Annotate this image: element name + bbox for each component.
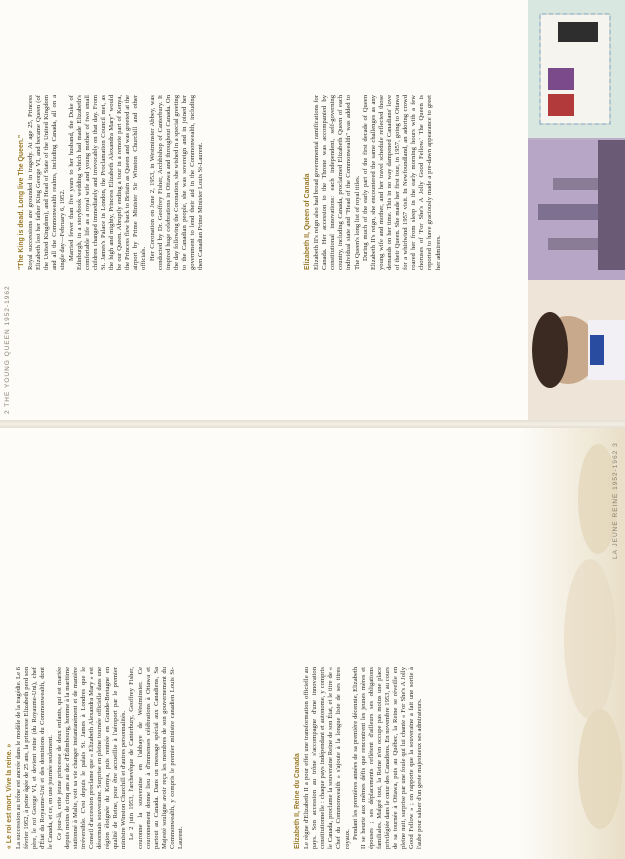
- book-spine: [0, 420, 625, 428]
- page-3-paragraph: Pendant les premières années de sa première décennie, Elizabeth II se heurte aux mêmes défis que rencontrent les jeunes mères et épouses ; ses déplacements reflètent d'ailleurs ses obligations familiales. Malgré tout, la Reine n'en occupe pas moins une place privilégiée dans le cœur des Canadiens. En novembre 1953, au cours de sa tournée à Ottawa, puis au Québec, la Reine se réveille en pleine nuit, surprise par une foule qui lui chante « For She's A Jolly Good Fellow » ; on rapporte que la souveraine a fait une sortie à l'aube pour saluer d'un geste majestueux ses admirateurs.: [351, 667, 424, 849]
- page-3-left-column: [6, 667, 185, 849]
- faded-crowd-image: [520, 428, 625, 859]
- page-2-folio: 2 THE YOUNG QUEEN 1952-1962: [4, 285, 11, 414]
- page-3-background-image: [520, 428, 625, 859]
- page-2-paragraph: Royal successions are grounded in tragedy. At age 25, Princess Elizabeth lost her father King George VI, and became Queen (of the United Kingdom), and Head of State of the United Kingdom and all the Commonwealth realms, including Canada, all on a single day—February 6, 1952.: [27, 95, 67, 270]
- page-3-folio: LA JEUNE REINE 1952-1962 3: [612, 442, 619, 559]
- page-2-paragraph: Married fewer than five years to her husband, the Duke of Edinburgh, in a storybook wedding which had made Elizabeth's comfortable life as a royal wife and young mother of two small children changed immediately and irrevocably on that day. From St. James's Palace in London, the Proclamation Council met, as the high and mighty, Princess Elizabeth Alexandra Mary" would be our Queen. Abruptly ending a tour in a remote part of Kenya, the Princess flew back to Britain as Queen and was greeted at the airport by Prime Minister Sir Winston Churchill and other officials.: [67, 95, 148, 270]
- photo-collage-image: [528, 0, 625, 420]
- page-2-paragraph: Her Coronation on June 2, 1953, in Westminster Abbey, was conducted by Dr. Geoffrey Fisher, Archbishop of Canterbury. It inspired huge celebrations in Ottawa and throughout Canada. On the day following the Coronation, she wished in a special greeting to the Canadian people, she was sovereign and in joined her government to lend their aid in the Commonwealth, including then Canadian Prime Minister Louis St-Laurent.: [148, 95, 205, 270]
- page-2-content: [0, 0, 625, 420]
- page-3-paragraph: Le règne d'Elizabeth II a pour effet une transformation officielle au pays. Son accession au trône s'accompagne d'une innovation constitutionnelle : chaque pays indépendant et autonome, y compris le Canada, proclame la souveraine Reine de son État, et le titre de « Chef du Commonwealth » s'ajoute à la longue liste de ses titres royaux.: [303, 667, 351, 849]
- page-2-paragraph: During much of the early part of the first decade of Queen Elizabeth II's reign, she encountered the same challenges as any young wife and mother, and her travel schedule reflected those demands on her time. This in no way dampened Canadians' love of their Queen. She made her first tour, in 1957, going to Ottawa for a whirlwind 1957 visit. In Newfoundland, an adoring crowd roared her from sleep in the early morning hours with a few choruses of 'For She's A Jolly Good Fellow.' The Queen is reported to have graciously made a pre-dawn appearance to greet her admirers.: [361, 95, 442, 270]
- page-2-photo-collage: [528, 0, 625, 420]
- page-3-paragraph: Ce jour-là, cette jeune princesse de deux enfants, qui est mariée depuis moins de cinq ans au duc d'Édimbourg, homme à la maritime stationné à Malte, voit sa vie changer instantanément et de manière irréversible. C'est depuis le palais St. James à Londres que le Conseil d'accession proclame que « Elizabeth Alexandra Mary » est désormais souveraine. Surprise en pleine tournée officielle dans une région éloignée du Kenya, puis rentrée en Grande-Bretagne en qualité de Reine, pour être accueillie à l'aéroport par le premier ministre Winston Churchill et d'autres personnalités.: [55, 667, 128, 849]
- page-2: [0, 0, 625, 420]
- page-2-heading-2: Elizabeth II, Queen of Canada: [304, 173, 311, 270]
- page-2-left-column: [18, 95, 205, 270]
- page-3-paragraph: La succession au trône est ancrée dans le modèle de la tragédie. Le 6 février 1952, à peine âgée de 25 ans, la princesse Elizabeth perd son père, le roi George VI, et devient reine (du Royaume-Uni), chef d'État du Royaume-Uni et des dominions du Commonwealth, dont le Canada, et ce, en une journée seulement.: [15, 667, 55, 849]
- page-3-content: [0, 428, 625, 859]
- page-2-paragraph: Elizabeth II's reign also had broad governmental ramifications for Canada. Her accession to the Throne was accompanied by constitutional innovations: each independent, self-governing country, including Canada, proclaimed Elizabeth Queen of each individual state and "Head of the Commonwealth" was added to The Queen's long list of royal titles.: [313, 95, 361, 270]
- page-3-right-column: [290, 667, 425, 849]
- page-3-heading-2: Elizabeth II, Reine du Canada: [294, 753, 301, 849]
- page-3-heading: « Le roi est mort. Vive la reine. »: [6, 743, 13, 849]
- page-2-heading: "The King is dead. Long live The Queen.": [18, 134, 25, 270]
- page-3: [0, 428, 625, 859]
- page-3-paragraph: Le 2 juin 1953, l'archevêque de Canterbury, Geoffrey Fisher, couronne la souveraine en l'abbaye de Westminster. Ce couronnement donne lieu à d'immenses célébrations à Ottawa et partout au Canada. Dans un message spécial aux Canadiens, Sa Majesté souligne avoir reçu les membres de son gouvernement du Commonwealth, y compris le premier ministre canadien Louis St-Laurent.: [128, 667, 184, 849]
- page-2-right-column: [300, 95, 443, 270]
